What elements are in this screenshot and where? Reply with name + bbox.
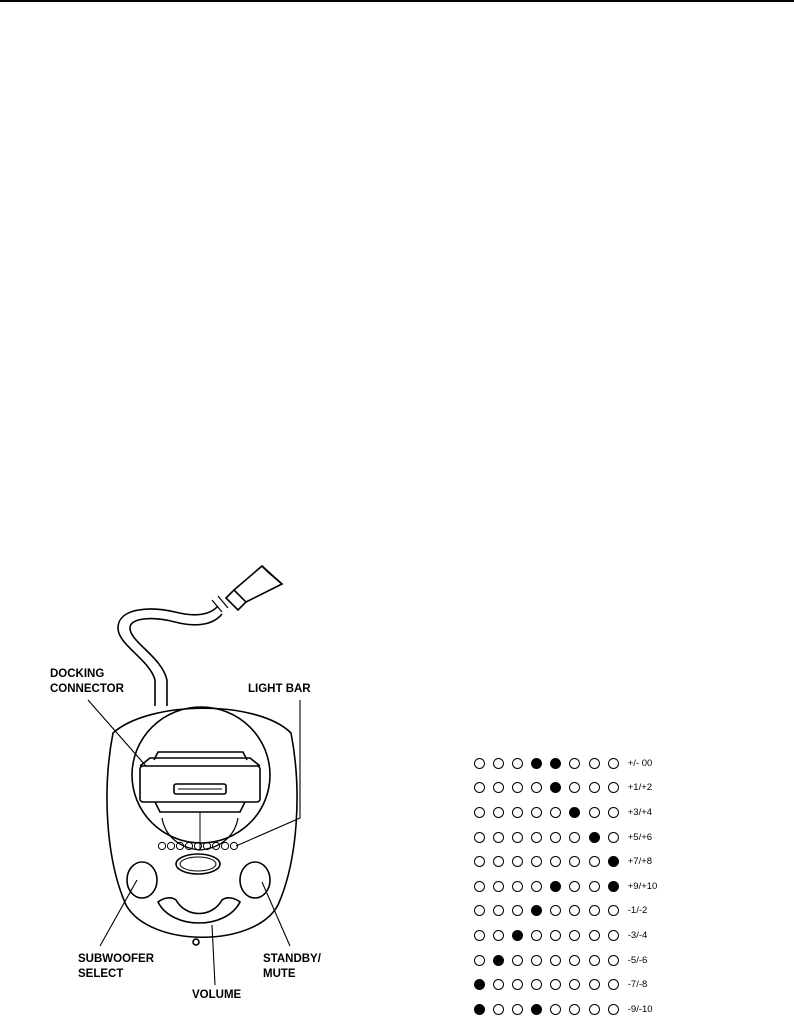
led-row-level-label: -3/-4 bbox=[627, 929, 648, 941]
led-off-indicator bbox=[474, 881, 485, 892]
led-row bbox=[474, 899, 657, 924]
led-off-indicator bbox=[550, 856, 561, 867]
led-row bbox=[474, 948, 657, 973]
led-row-level-label: +5/+6 bbox=[627, 831, 653, 843]
led-on-indicator bbox=[608, 856, 619, 867]
led-off-indicator bbox=[569, 905, 580, 916]
led-off-indicator bbox=[512, 807, 523, 818]
led-off-indicator bbox=[493, 832, 504, 843]
led-off-indicator bbox=[474, 905, 485, 916]
led-off-indicator bbox=[589, 782, 600, 793]
led-off-indicator bbox=[589, 1004, 600, 1015]
device-body bbox=[107, 708, 297, 937]
led-off-indicator bbox=[512, 758, 523, 769]
subwoofer-select-button bbox=[127, 862, 157, 898]
led-on-indicator bbox=[493, 955, 504, 966]
led-off-indicator bbox=[589, 930, 600, 941]
leader-docking-connector bbox=[88, 700, 146, 766]
led-on-indicator bbox=[474, 979, 485, 990]
led-off-indicator bbox=[493, 1004, 504, 1015]
led-off-indicator bbox=[550, 807, 561, 818]
leader-volume bbox=[212, 925, 215, 985]
led-off-indicator bbox=[608, 905, 619, 916]
standby-mute-button bbox=[240, 862, 270, 898]
led-off-indicator bbox=[512, 782, 523, 793]
led-off-indicator bbox=[512, 979, 523, 990]
led-off-indicator bbox=[531, 782, 542, 793]
led-off-indicator bbox=[550, 930, 561, 941]
led-row-level-label: +7/+8 bbox=[627, 856, 653, 868]
led-off-indicator bbox=[474, 955, 485, 966]
docking-connector bbox=[140, 752, 260, 812]
led-off-indicator bbox=[550, 1004, 561, 1015]
led-off-indicator bbox=[608, 955, 619, 966]
led-on-indicator bbox=[550, 881, 561, 892]
volume-dial bbox=[158, 898, 240, 923]
led-off-indicator bbox=[512, 856, 523, 867]
cable-inner bbox=[130, 614, 222, 706]
page-top-rule bbox=[0, 0, 794, 2]
led-off-indicator bbox=[474, 832, 485, 843]
led-off-indicator bbox=[569, 979, 580, 990]
label-subwoofer-2: SELECT bbox=[78, 968, 124, 980]
led-on-indicator bbox=[531, 905, 542, 916]
led-off-indicator bbox=[493, 782, 504, 793]
led-row-level-label: +1/+2 bbox=[627, 782, 653, 794]
leader-standby-mute bbox=[262, 882, 290, 946]
led-off-indicator bbox=[531, 807, 542, 818]
led-off-indicator bbox=[493, 881, 504, 892]
led-off-indicator bbox=[589, 905, 600, 916]
led-off-indicator bbox=[493, 905, 504, 916]
led-off-indicator bbox=[608, 807, 619, 818]
led-off-indicator bbox=[531, 881, 542, 892]
led-row bbox=[474, 825, 657, 850]
led-off-indicator bbox=[493, 807, 504, 818]
led-row-level-label: +9/+10 bbox=[627, 880, 658, 892]
led-off-indicator bbox=[512, 1004, 523, 1015]
led-off-indicator bbox=[550, 832, 561, 843]
led-on-indicator bbox=[550, 758, 561, 769]
led-off-indicator bbox=[550, 955, 561, 966]
led-row bbox=[474, 800, 657, 825]
led-row-level-label: -5/-6 bbox=[627, 954, 648, 966]
led-off-indicator bbox=[512, 955, 523, 966]
led-off-indicator bbox=[608, 1004, 619, 1015]
led-off-indicator bbox=[589, 881, 600, 892]
label-subwoofer-1: SUBWOOFER bbox=[78, 953, 155, 965]
led-off-indicator bbox=[512, 832, 523, 843]
label-standby-2: MUTE bbox=[263, 968, 296, 980]
label-docking-2: CONNECTOR bbox=[50, 683, 124, 695]
led-on-indicator bbox=[531, 1004, 542, 1015]
led-off-indicator bbox=[608, 930, 619, 941]
led-row-level-label: -7/-8 bbox=[627, 979, 648, 991]
led-row bbox=[474, 874, 657, 899]
dock-well bbox=[132, 707, 270, 843]
led-row-level-label: -9/-10 bbox=[627, 1003, 653, 1015]
led-off-indicator bbox=[608, 979, 619, 990]
device-illustration bbox=[40, 560, 340, 1010]
led-on-indicator bbox=[608, 881, 619, 892]
led-off-indicator bbox=[493, 979, 504, 990]
led-off-indicator bbox=[589, 856, 600, 867]
usb-plug bbox=[226, 566, 282, 610]
led-row bbox=[474, 972, 657, 997]
led-off-indicator bbox=[474, 807, 485, 818]
led-off-indicator bbox=[569, 955, 580, 966]
led-on-indicator bbox=[531, 758, 542, 769]
led-on-indicator bbox=[512, 930, 523, 941]
led-off-indicator bbox=[493, 758, 504, 769]
led-off-indicator bbox=[531, 955, 542, 966]
led-off-indicator bbox=[569, 856, 580, 867]
leader-light-bar bbox=[236, 700, 300, 846]
led-off-indicator bbox=[608, 832, 619, 843]
led-on-indicator bbox=[550, 782, 561, 793]
led-row bbox=[474, 923, 657, 948]
led-on-indicator bbox=[589, 832, 600, 843]
led-off-indicator bbox=[474, 930, 485, 941]
led-off-indicator bbox=[474, 856, 485, 867]
label-volume: VOLUME bbox=[192, 989, 242, 1001]
light-bar-level-table bbox=[474, 751, 657, 1022]
led-off-indicator bbox=[531, 856, 542, 867]
led-off-indicator bbox=[474, 758, 485, 769]
led-off-indicator bbox=[550, 979, 561, 990]
label-standby-1: STANDBY/ bbox=[263, 953, 321, 965]
led-off-indicator bbox=[589, 807, 600, 818]
led-off-indicator bbox=[589, 979, 600, 990]
led-off-indicator bbox=[589, 955, 600, 966]
led-on-indicator bbox=[474, 1004, 485, 1015]
led-off-indicator bbox=[493, 930, 504, 941]
led-off-indicator bbox=[550, 905, 561, 916]
led-off-indicator bbox=[474, 782, 485, 793]
led-off-indicator bbox=[531, 832, 542, 843]
led-off-indicator bbox=[569, 758, 580, 769]
led-off-indicator bbox=[512, 881, 523, 892]
led-row bbox=[474, 997, 657, 1022]
led-on-indicator bbox=[569, 807, 580, 818]
led-off-indicator bbox=[569, 930, 580, 941]
led-off-indicator bbox=[608, 782, 619, 793]
led-off-indicator bbox=[569, 782, 580, 793]
led-off-indicator bbox=[569, 881, 580, 892]
led-off-indicator bbox=[589, 758, 600, 769]
led-row bbox=[474, 751, 657, 776]
label-light-bar: LIGHT BAR bbox=[248, 683, 311, 695]
led-row-level-label: +/- 00 bbox=[627, 757, 653, 769]
label-docking-1: DOCKING bbox=[50, 668, 105, 680]
led-row bbox=[474, 849, 657, 874]
led-off-indicator bbox=[569, 832, 580, 843]
led-off-indicator bbox=[608, 758, 619, 769]
led-off-indicator bbox=[531, 979, 542, 990]
led-off-indicator bbox=[493, 856, 504, 867]
led-off-indicator bbox=[531, 930, 542, 941]
led-off-indicator bbox=[512, 905, 523, 916]
led-row-level-label: +3/+4 bbox=[627, 806, 653, 818]
led-row-level-label: -1/-2 bbox=[627, 905, 648, 917]
device-diagram bbox=[40, 560, 340, 1015]
led-off-indicator bbox=[569, 1004, 580, 1015]
led-row bbox=[474, 776, 657, 801]
